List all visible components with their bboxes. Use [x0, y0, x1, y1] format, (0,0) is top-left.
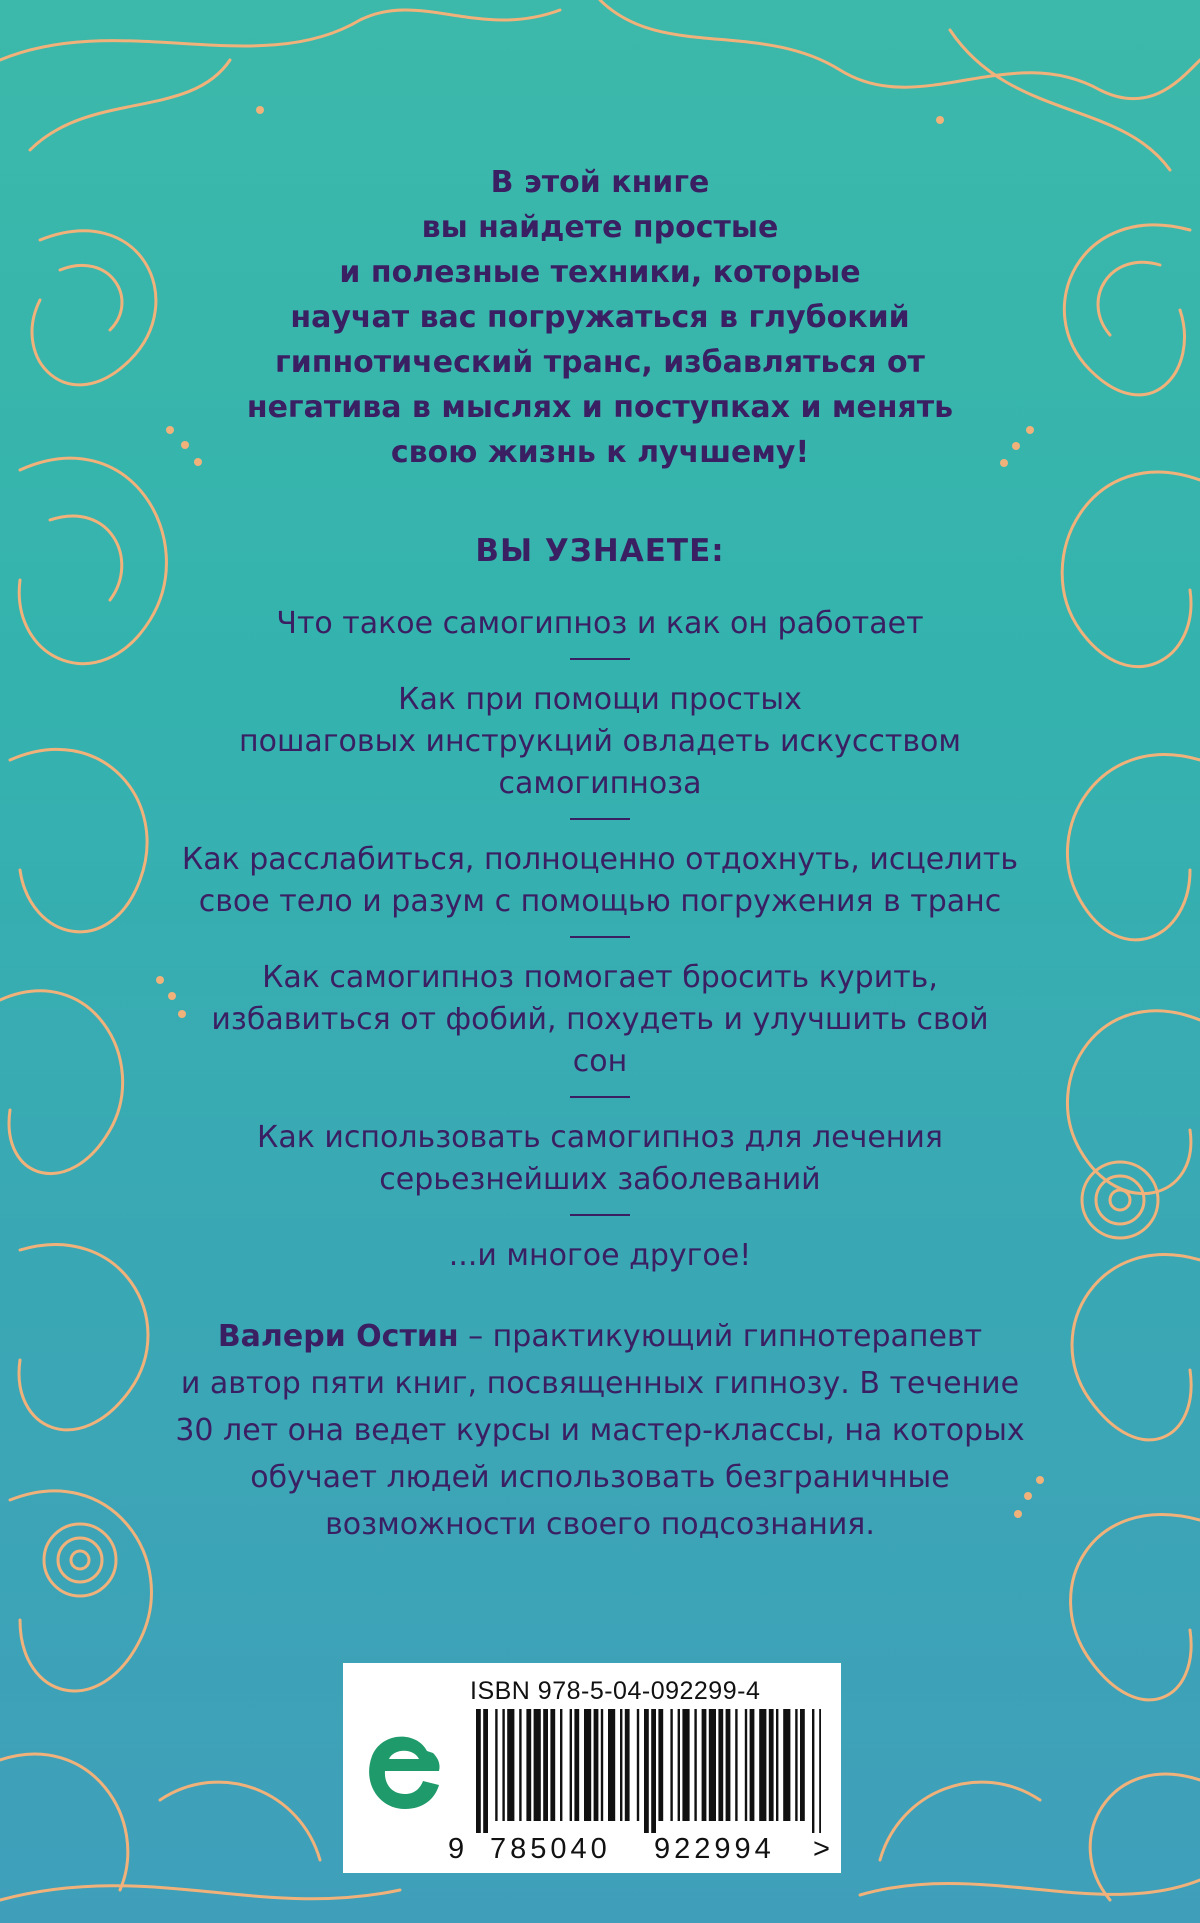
- barcode-bar: [637, 1709, 639, 1821]
- barcode-bar: [620, 1709, 622, 1821]
- barcode-digit-end: >: [813, 1833, 830, 1865]
- barcode-bar: [507, 1709, 514, 1821]
- barcode-bar: [783, 1709, 790, 1821]
- divider: [570, 1214, 630, 1216]
- more-text: ...и многое другое!: [448, 1238, 752, 1273]
- barcode-bar: [495, 1709, 497, 1821]
- list-item-line: Как самогипноз помогает бросить курить,: [262, 960, 938, 995]
- list-item-line: свое тело и разум с помощью погружения в транс: [198, 884, 1002, 919]
- intro-line: негатива в мыслях и поступках и менять: [246, 390, 954, 425]
- barcode-bar: [702, 1709, 707, 1821]
- barcode-bar: [658, 1709, 663, 1821]
- author-bio-line: обучает людей использовать безграничные: [250, 1460, 950, 1495]
- barcode-bar: [694, 1709, 696, 1821]
- barcode-bar: [574, 1709, 579, 1821]
- list-item-line: сон: [572, 1044, 628, 1079]
- barcode-digit-group: 785040: [490, 1833, 611, 1865]
- barcode-bar: [584, 1709, 591, 1821]
- barcode-bar: [594, 1709, 599, 1821]
- divider: [570, 1096, 630, 1098]
- barcode-bars: [476, 1709, 821, 1833]
- barcode-bar: [670, 1709, 672, 1821]
- barcode-bar: [745, 1709, 747, 1821]
- learn-heading: ВЫ УЗНАЕТЕ:: [475, 533, 725, 569]
- barcode-bar: [769, 1709, 774, 1821]
- barcode-bar: [735, 1709, 737, 1821]
- barcode-bar: [709, 1709, 716, 1821]
- barcode-bar: [819, 1709, 821, 1833]
- divider: [570, 818, 630, 820]
- list-item-line: Как при помощи простых: [398, 682, 802, 717]
- barcode-bar: [678, 1709, 680, 1821]
- list-item-line: Как расслабиться, полноценно отдохнуть, исцелить: [181, 842, 1019, 877]
- author-bio-line-rest: – практикующий гипнотерапевт: [458, 1319, 983, 1354]
- barcode-bar: [644, 1709, 649, 1833]
- barcode-panel: [343, 1663, 841, 1873]
- barcode-bar: [570, 1709, 572, 1821]
- author-bio: [160, 1313, 1040, 1548]
- barcode-bar: [502, 1709, 504, 1821]
- intro-line: гипнотический транс, избавляться от: [275, 345, 925, 380]
- barcode-bar: [560, 1709, 562, 1821]
- author-bio-line: [160, 1313, 1040, 1360]
- barcode-bar: [759, 1709, 766, 1821]
- intro-line: и полезные техники, которые: [339, 255, 861, 290]
- learn-list: [160, 603, 1040, 1216]
- eksmo-logo-icon: [357, 1721, 447, 1821]
- barcode-bar: [625, 1709, 630, 1821]
- barcode-bar: [726, 1709, 731, 1821]
- barcode-bar: [476, 1709, 481, 1833]
- isbn-text: ISBN 978-5-04-092299-4: [470, 1677, 761, 1705]
- list-item-line: избавиться от фобий, похудеть и улучшить свой: [211, 1002, 989, 1037]
- barcode-bar: [526, 1709, 531, 1821]
- author-name: Валери Остин: [217, 1319, 459, 1354]
- barcode-bar: [543, 1709, 548, 1821]
- intro-line: свою жизнь к лучшему!: [390, 435, 810, 470]
- barcode-bar: [601, 1709, 603, 1821]
- list-item-line: серьезнейших заболеваний: [379, 1162, 821, 1197]
- barcode-bar: [800, 1709, 805, 1821]
- intro-paragraph: [160, 160, 1040, 475]
- barcode-bar: [776, 1709, 778, 1821]
- intro-line: вы найдете простые: [421, 210, 779, 245]
- barcode-digit-first: 9: [448, 1833, 465, 1865]
- barcode-digit-group: 922994: [654, 1833, 775, 1865]
- list-item: [160, 839, 1040, 923]
- intro-line: научат вас погружаться в глубокий: [290, 300, 910, 335]
- barcode-bar: [718, 1709, 723, 1821]
- list-item-line: самогипноза: [498, 766, 702, 801]
- divider: [570, 936, 630, 938]
- list-item: [160, 957, 1040, 1083]
- author-bio-line: возможности своего подсознания.: [325, 1507, 875, 1542]
- list-item-line: Как использовать самогипноз для лечения: [257, 1120, 943, 1155]
- author-bio-line: и автор пяти книг, посвященных гипнозу. В течение: [180, 1366, 1020, 1401]
- list-item-line: Что такое самогипноз и как он работает: [276, 606, 924, 641]
- barcode-bar: [608, 1709, 615, 1821]
- barcode-bar: [750, 1709, 755, 1821]
- list-item: [160, 603, 1040, 645]
- list-item: [160, 679, 1040, 805]
- barcode-bar: [795, 1709, 797, 1821]
- list-item-line: пошаговых инструкций овладеть искусством: [238, 724, 961, 759]
- barcode-bar: [651, 1709, 656, 1833]
- barcode-bar: [550, 1709, 555, 1821]
- list-item: [160, 1117, 1040, 1201]
- intro-line: В этой книге: [490, 165, 710, 200]
- barcode-bar: [534, 1709, 541, 1821]
- author-bio-line: 30 лет она ведет курсы и мастер-классы, на которых: [175, 1413, 1025, 1448]
- cover-text: [160, 160, 1040, 1548]
- barcode-bar: [812, 1709, 814, 1833]
- barcode-bar: [682, 1709, 689, 1821]
- barcode-bar: [519, 1709, 521, 1821]
- barcode-bar: [483, 1709, 488, 1833]
- divider: [570, 658, 630, 660]
